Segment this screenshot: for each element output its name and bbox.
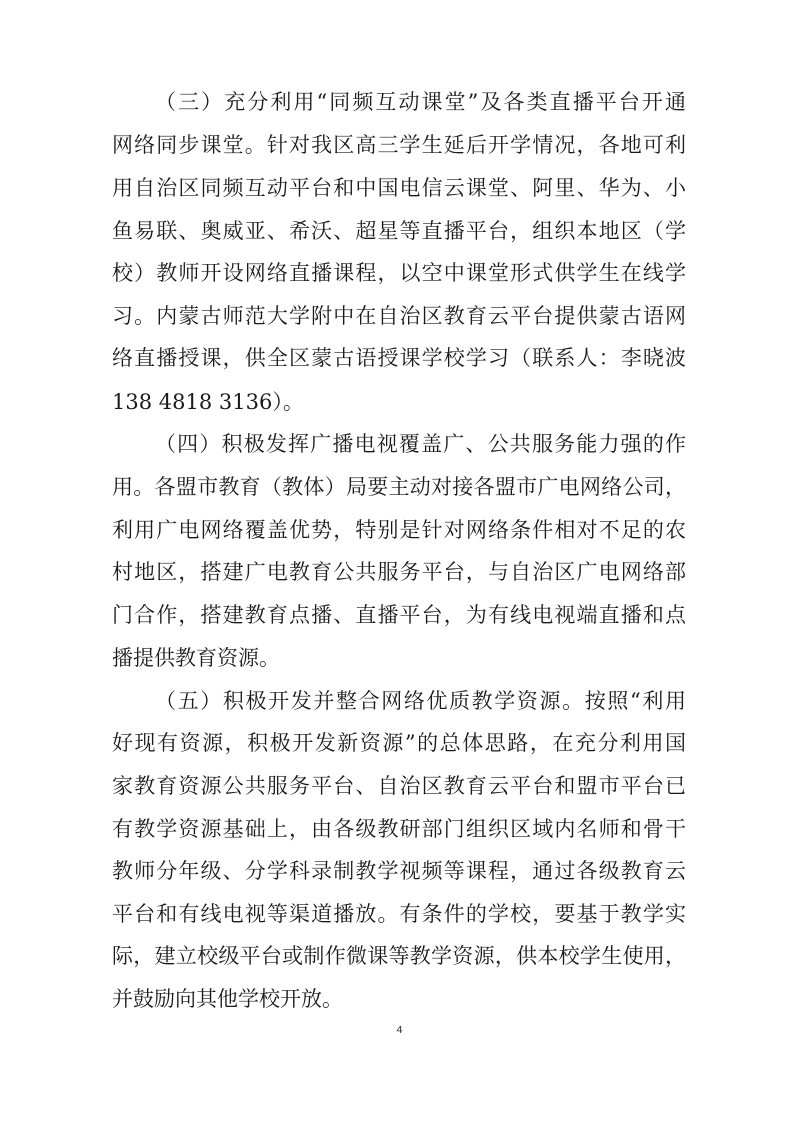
text-line: 利用广电网络覆盖优势，特别是针对网络条件相对不足的农 xyxy=(112,518,686,542)
text-line: 村地区，搭建广电教育公共服务平台，与自治区广电网络部 xyxy=(112,560,686,584)
text-line: （三）充分利用“同频互动课堂”及各类直播平台开通 xyxy=(155,90,686,114)
text-line: 鱼易联、奥威亚、希沃、超星等直播平台，组织本地区（学 xyxy=(112,219,686,243)
text-line: 门合作，搭建教育点播、直播平台，为有线电视端直播和点 xyxy=(112,603,686,627)
text-line: （四）积极发挥广播电视覆盖广、公共服务能力强的作 xyxy=(155,432,686,456)
text-line: 际，建立校级平台或制作微课等教学资源，供本校学生使用， xyxy=(112,944,686,968)
text-line: 习。内蒙古师范大学附中在自治区教育云平台提供蒙古语网 xyxy=(112,304,686,328)
text-line: 网络同步课堂。针对我区高三学生延后开学情况，各地可利 xyxy=(112,133,686,157)
text-line: 用自治区同频互动平台和中国电信云课堂、阿里、华为、小 xyxy=(112,176,686,200)
text-line: 用。各盟市教育（教体）局要主动对接各盟市广电网络公司， xyxy=(112,475,686,499)
text-line: 家教育资源公共服务平台、自治区教育云平台和盟市平台已 xyxy=(112,774,686,798)
page-number: 4 xyxy=(396,1025,403,1036)
text-line: 教师分年级、分学科录制教学视频等课程，通过各级教育云 xyxy=(112,859,686,883)
text-line: 络直播授课，供全区蒙古语授课学校学习（联系人：李晓波 xyxy=(112,346,686,370)
text-line: 138 4818 3136）。 xyxy=(112,390,304,414)
text-line: 播提供教育资源。 xyxy=(112,646,280,670)
text-line: （五）积极开发并整合网络优质教学资源。按照“利用 xyxy=(155,689,686,713)
text-line: 校）教师开设网络直播课程，以空中课堂形式供学生在线学 xyxy=(112,261,686,285)
text-line: 并鼓励向其他学校开放。 xyxy=(112,987,343,1011)
text-line: 平台和有线电视等渠道播放。有条件的学校，要基于教学实 xyxy=(112,902,686,926)
text-line: 有教学资源基础上，由各级教研部门组织区域内名师和骨干 xyxy=(112,817,686,841)
text-line: 好现有资源，积极开发新资源”的总体思路，在充分利用国 xyxy=(112,731,686,755)
